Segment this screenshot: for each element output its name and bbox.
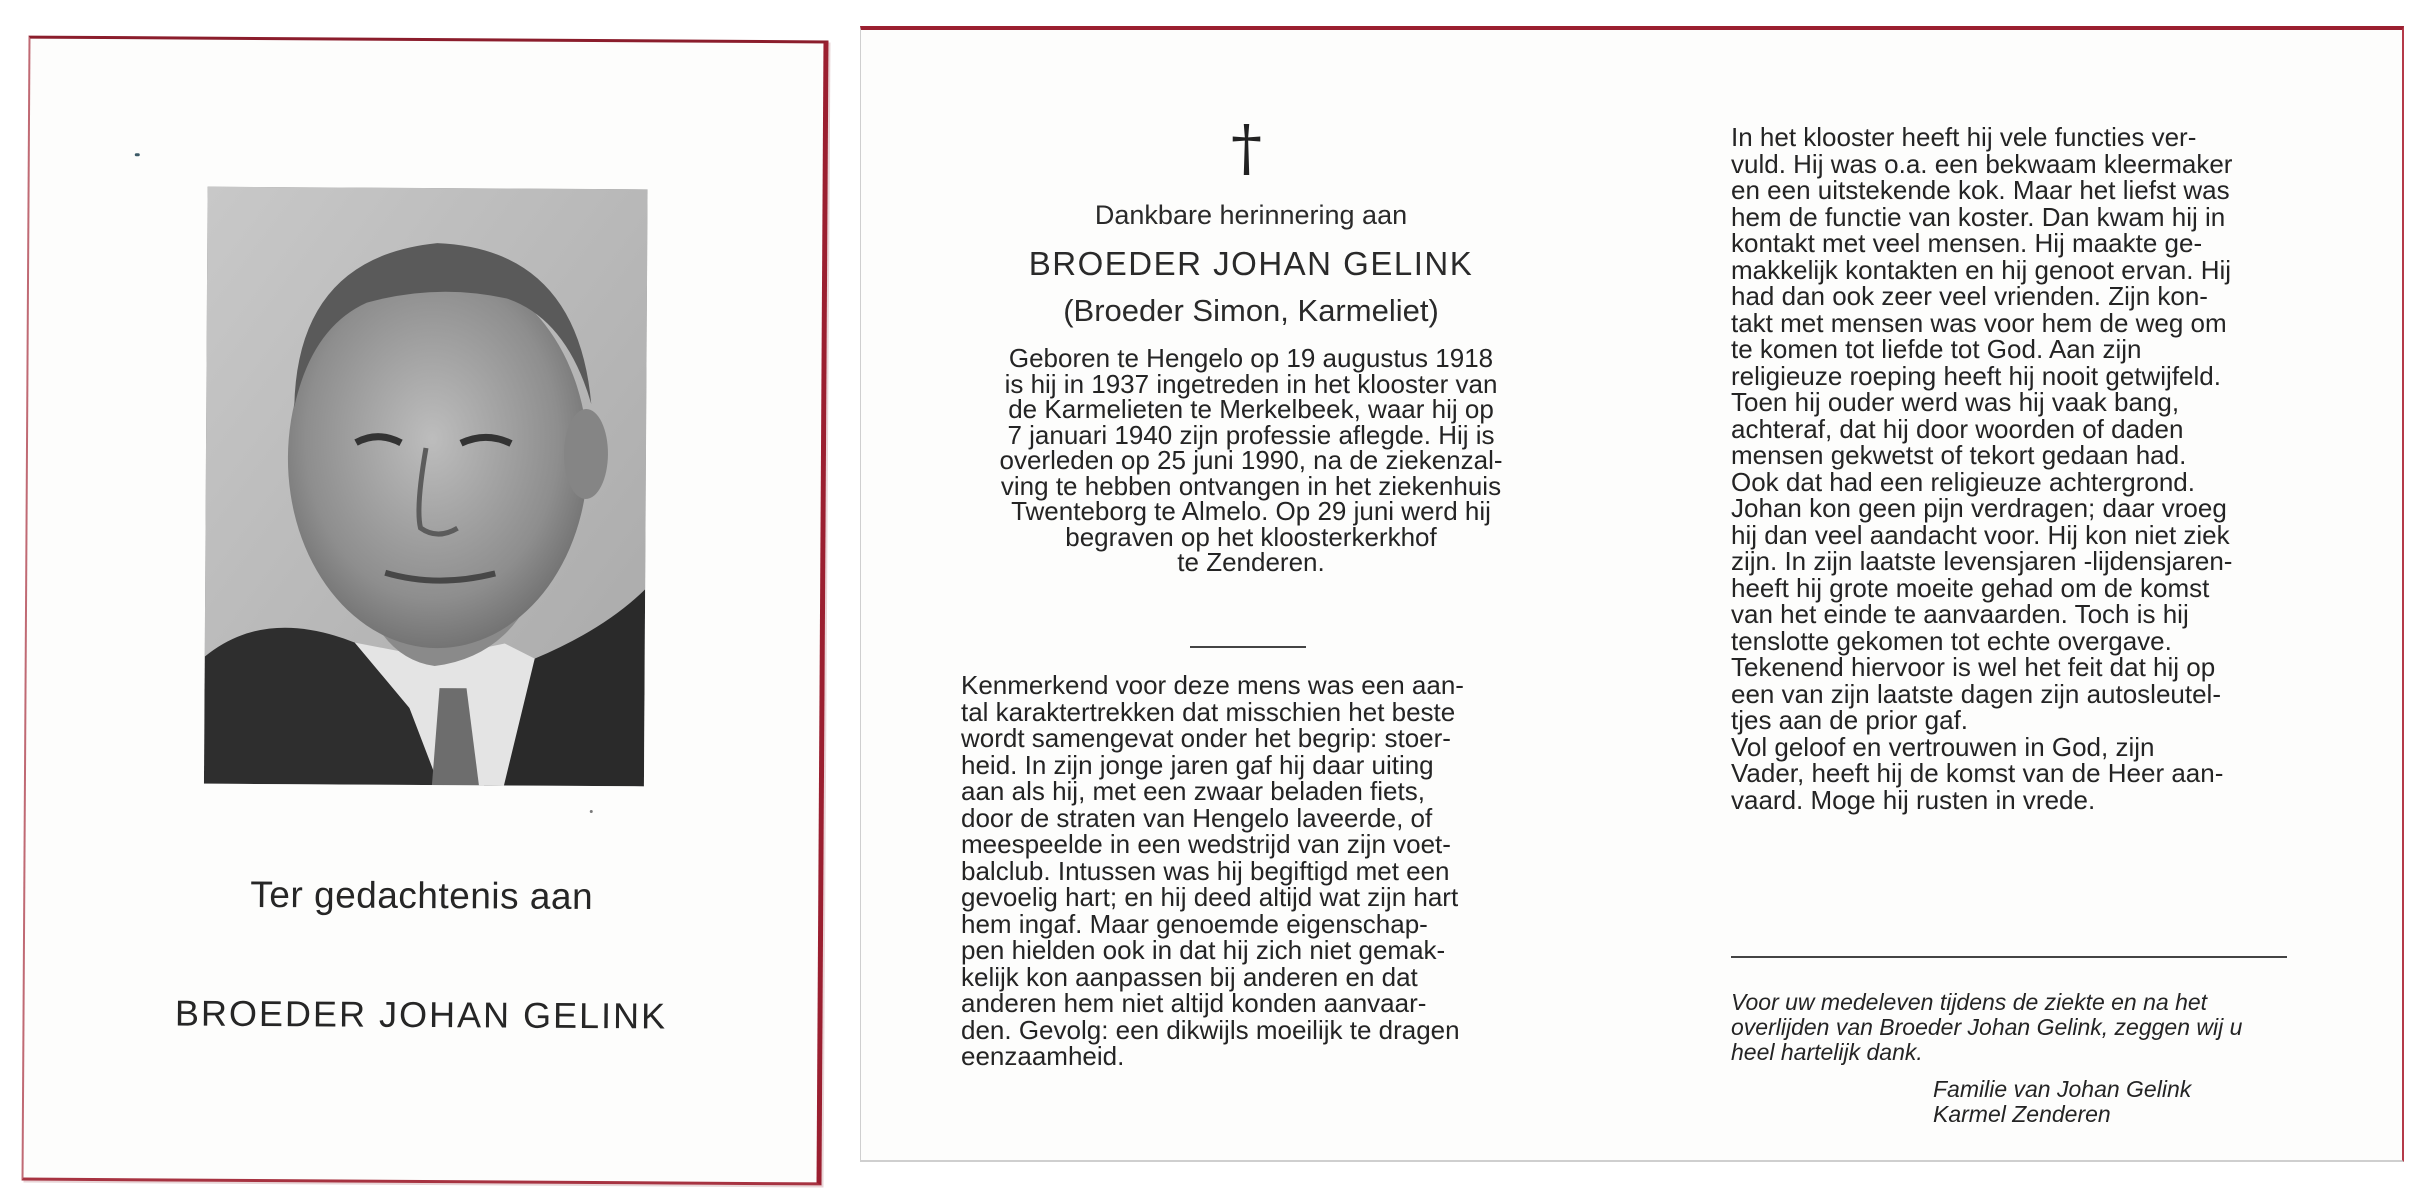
speck [135, 153, 140, 156]
text-line: tal karaktertrekken dat misschien het beste [961, 696, 1456, 727]
text-line: ving te hebben ontvangen in het ziekenhuis [1000, 470, 1502, 501]
text-line: en een uitstekende kok. Maar het liefst was [1731, 175, 2230, 205]
biography-paragraph [961, 343, 1541, 577]
text-line: wordt samengevat onder het begrip: stoer- [961, 723, 1451, 753]
text-line: Vader, heeft hij de komst van de Heer aan- [1731, 758, 2224, 788]
memorial-card-inside [860, 26, 2404, 1162]
text-line: mensen gekwetst of tekort gedaan had. [1731, 440, 2187, 470]
text-line: had dan ook zeer veel vrienden. Zijn kon- [1731, 281, 2208, 311]
text-line: is hij in 1937 ingetreden in het klooster van [1004, 368, 1498, 399]
signature-line: Karmel Zenderen [1933, 1101, 2111, 1127]
text-line: zijn. In zijn laatste levensjaren -lijdensjaren- [1731, 546, 2233, 576]
text-line: Johan kon geen pijn verdragen; daar vroeg [1731, 493, 2227, 523]
text-line: Kenmerkend voor deze mens was een aan- [961, 670, 1464, 700]
text-line: takt met mensen was voor hem de weg om [1731, 307, 2227, 338]
text-line: achteraf, dat hij door woorden of daden [1731, 413, 2184, 444]
text-line: makkelijk kontakten en hij genoot ervan. Hij [1731, 254, 2232, 285]
signature-line: Familie van Johan Gelink [1933, 1076, 2192, 1102]
portrait-photo [204, 187, 648, 787]
text-line: de Karmelieten te Merkelbeek, waar hij op [1008, 394, 1494, 424]
text-line: hij dan veel aandacht voor. Hij kon niet ziek [1731, 519, 2230, 550]
remembrance-line: Ter gedachtenis aan [250, 873, 594, 918]
text-line: Toen hij ouder werd was hij vaak bang, [1731, 387, 2180, 417]
text-line: overleden op 25 juni 1990, na de ziekenzal- [999, 445, 1503, 475]
text-line: overlijden van Broeder Johan Gelink, zeggen wij u [1731, 1014, 2243, 1040]
text-line: te Zenderen. [1177, 547, 1325, 577]
text-line: vaard. Moge hij rusten in vrede. [1731, 784, 2096, 815]
thank-you-note [1731, 990, 2291, 1065]
text-line: begraven op het kloosterkerkhof [1065, 521, 1437, 552]
text-line: door de straten van Hengelo laveerde, of [961, 802, 1433, 833]
text-line: pen hielden ook in dat hij zich niet gemak- [961, 935, 1446, 965]
deceased-name: BROEDER JOHAN GELINK [174, 992, 668, 1037]
monastery-life-paragraph [1731, 124, 2291, 813]
text-line: balclub. Intussen was hij begiftigd met een [961, 855, 1450, 886]
text-line: heeft hij grote moeite gehad om de komst [1731, 572, 2210, 603]
text-line: Ook dat had een religieuze achtergrond. [1731, 466, 2195, 497]
text-line: heid. In zijn jonge jaren gaf hij daar uiting [961, 749, 1434, 780]
divider [1190, 646, 1306, 648]
text-line: 7 januari 1940 zijn professie aflegde. Hij is [1007, 419, 1495, 450]
text-line: hem ingaf. Maar genoemde eigenschap- [961, 908, 1428, 939]
intro-line: Dankbare herinnering aan [1094, 200, 1408, 230]
text-line: religieuze roeping heeft hij nooit getwijfeld. [1731, 360, 2221, 391]
memorial-card-front [22, 36, 829, 1186]
text-line: anderen hem niet altijd konden aanvaar- [961, 988, 1427, 1018]
text-line: Tekenend hiervoor is wel het feit dat hij op [1731, 652, 2216, 682]
text-line: Voor uw medeleven tijdens de ziekte en na het [1731, 989, 2208, 1015]
deceased-name-heading: BROEDER JOHAN GELINK [1028, 245, 1474, 282]
text-line: aan als hij, met een zwaar beladen fiets, [961, 776, 1425, 806]
text-line: eenzaamheid. [961, 1041, 1125, 1071]
text-line: van het einde te aanvaarden. Toch is hij [1731, 599, 2189, 629]
text-line: te komen tot liefde tot God. Aan zijn [1731, 334, 2142, 364]
text-line: vuld. Hij was o.a. een bekwaam kleermaker [1731, 148, 2233, 179]
text-line: gevoelig hart; en hij deed altijd wat zijn hart [961, 882, 1459, 912]
religious-name: (Broeder Simon, Karmeliet) [1063, 293, 1439, 328]
text-line: heel hartelijk dank. [1731, 1039, 1923, 1065]
text-line: een van zijn laatste dagen zijn autosleutel- [1731, 678, 2221, 709]
signature-block [1933, 1077, 2273, 1127]
portrait-illustration [204, 187, 648, 787]
cross-icon: † [1231, 111, 1262, 184]
text-line: tjes aan de prior gaf. [1731, 705, 1969, 735]
text-line: kelijk kon aanpassen bij anderen en dat [961, 961, 1418, 992]
text-line: tenslotte gekomen tot echte overgave. [1731, 625, 2172, 656]
character-paragraph [961, 672, 1537, 1070]
text-line: Twenteborg te Almelo. Op 29 juni werd hij [1011, 496, 1491, 526]
text-line: den. Gevolg: een dikwijls moeilijk te dragen [961, 1014, 1460, 1045]
text-line: kontakt met veel mensen. Hij maakte ge- [1731, 228, 2203, 258]
text-line: meespeelde in een wedstrijd van zijn voet- [961, 829, 1451, 859]
speck [590, 810, 593, 813]
divider [1731, 956, 2287, 958]
text-line: Geboren te Hengelo op 19 augustus 1918 [1008, 343, 1494, 373]
text-line: hem de functie van koster. Dan kwam hij in [1731, 201, 2226, 232]
text-line: Vol geloof en vertrouwen in God, zijn [1731, 731, 2155, 762]
text-line: In het klooster heeft hij vele functies ver- [1731, 122, 2197, 152]
